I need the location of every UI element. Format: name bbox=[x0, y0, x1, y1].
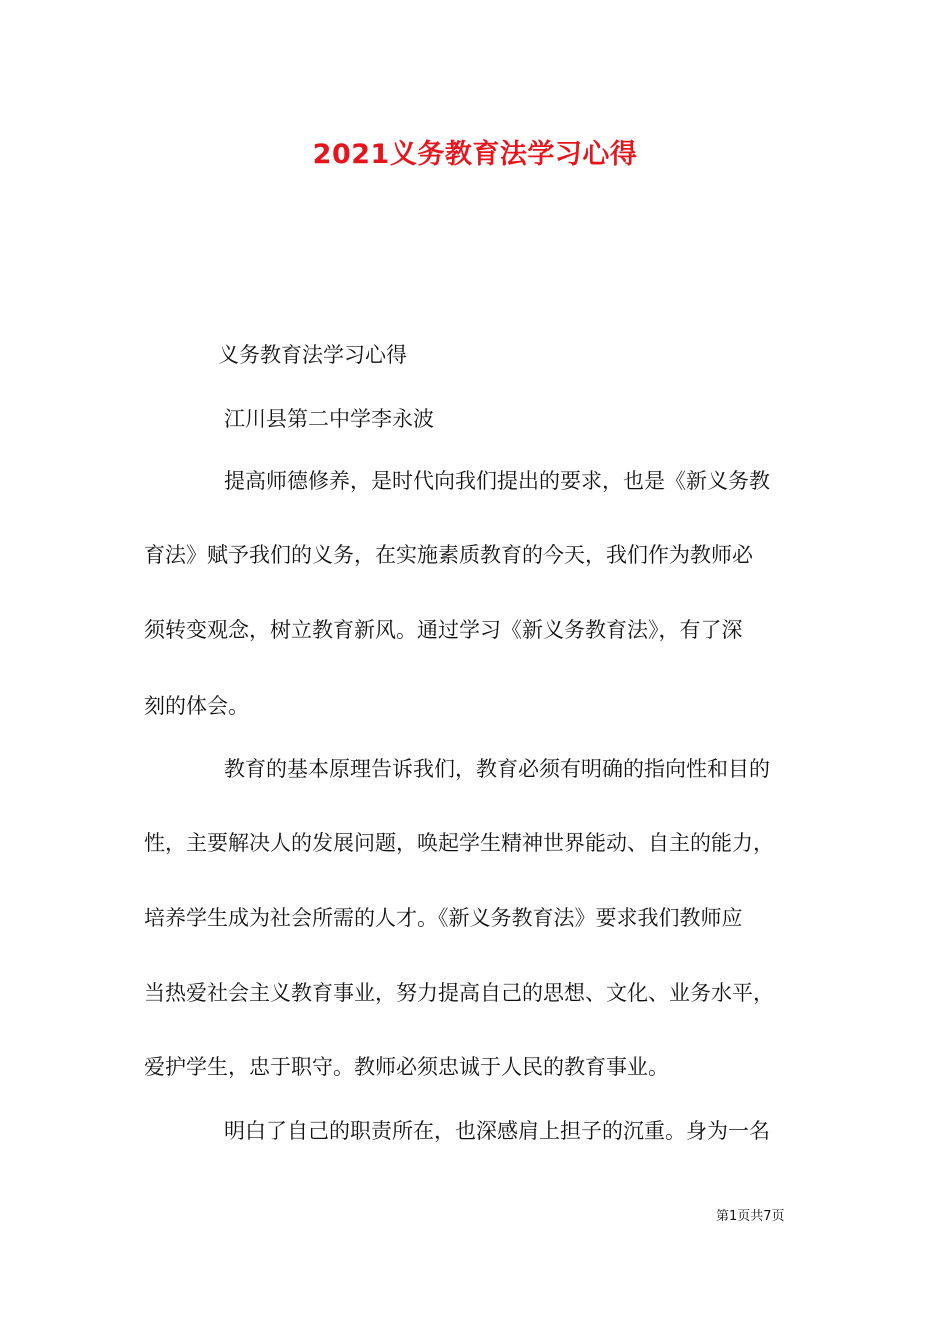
paragraph-line: 明白了自己的职责所在，也深感肩上担子的沉重。身为一名 bbox=[224, 1119, 770, 1143]
paragraph-line: 爱护学生，忠于职守。教师必须忠诚于人民的教育事业。 bbox=[144, 1055, 669, 1079]
paragraph-line: 育法》赋予我们的义务，在实施素质教育的今天，我们作为教师必 bbox=[144, 543, 753, 567]
paragraph-line: 提高师德修养，是时代向我们提出的要求，也是《新义务教 bbox=[224, 469, 770, 493]
paragraph-line: 培养学生成为社会所需的人才。《新义务教育法》要求我们教师应 bbox=[144, 906, 743, 930]
page-number: 第1页共7页 bbox=[716, 1209, 785, 1224]
doc-heading: 义务教育法学习心得 bbox=[218, 343, 407, 367]
paragraph-line: 刻的体会。 bbox=[144, 694, 249, 718]
paragraph-line: 教育的基本原理告诉我们，教育必须有明确的指向性和目的 bbox=[224, 757, 770, 781]
paragraph-line: 性，主要解决人的发展问题，唤起学生精神世界能动、自主的能力， bbox=[144, 831, 774, 855]
document-title: 2021义务教育法学习心得 bbox=[312, 139, 638, 170]
paragraph-line: 当热爱社会主义教育事业，努力提高自己的思想、文化、业务水平， bbox=[144, 981, 774, 1005]
doc-author: 江川县第二中学李永波 bbox=[224, 407, 434, 431]
paragraph-line: 须转变观念，树立教育新风。通过学习《新义务教育法》，有了深 bbox=[144, 618, 743, 642]
